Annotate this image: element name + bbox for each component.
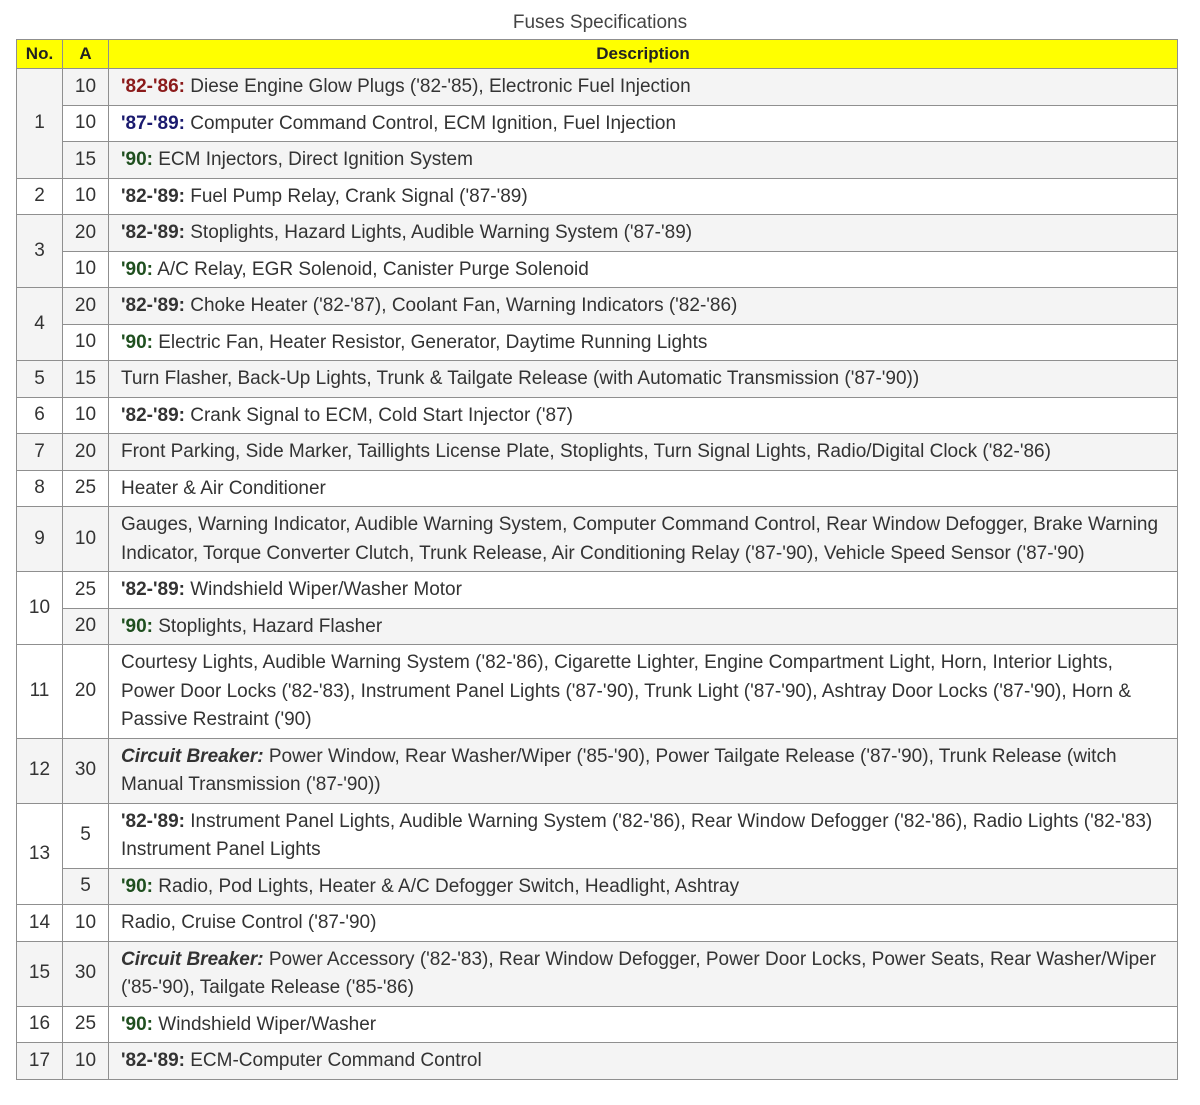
amperage-cell: 15 xyxy=(63,361,109,398)
table-row xyxy=(17,251,1178,288)
description-cell xyxy=(109,288,1178,325)
amperage-cell: 30 xyxy=(63,738,109,803)
description-cell xyxy=(109,105,1178,142)
fuse-number-cell: 2 xyxy=(17,178,63,215)
fuse-number-cell: 4 xyxy=(17,288,63,361)
model-year-label: '90: xyxy=(121,615,153,637)
description-cell xyxy=(109,470,1178,507)
description-cell xyxy=(109,1043,1178,1080)
description-text: Fuel Pump Relay, Crank Signal ('87-'89) xyxy=(184,185,528,207)
model-year-label: '90: xyxy=(121,331,153,353)
description-text: Heater & Air Conditioner xyxy=(121,477,326,499)
amperage-cell: 20 xyxy=(63,434,109,471)
description-text: Gauges, Warning Indicator, Audible Warning System, Computer Command Control, Rear Window Defogger, Brake Warning Indicator, Torque Converter Clutch, Trunk Release, Air Conditioning Relay ('87-'90), Vehicle Speed Sensor ('87-'90) xyxy=(121,514,1164,564)
amperage-cell: 25 xyxy=(63,470,109,507)
table-row xyxy=(17,572,1178,609)
description-cell xyxy=(109,572,1178,609)
header-row xyxy=(17,40,1178,69)
table-row xyxy=(17,608,1178,645)
amperage-cell: 20 xyxy=(63,288,109,325)
fuse-number-cell: 3 xyxy=(17,215,63,288)
amperage-cell: 20 xyxy=(63,215,109,252)
description-text: Crank Signal to ECM, Cold Start Injector ('87) xyxy=(184,404,573,426)
description-text: Choke Heater ('82-'87), Coolant Fan, Warning Indicators ('82-'86) xyxy=(184,295,738,316)
description-cell xyxy=(109,434,1178,471)
model-year-label: '82-'86: xyxy=(121,76,185,97)
amperage-cell: 5 xyxy=(63,803,109,868)
table-row xyxy=(17,1006,1178,1043)
description-cell xyxy=(109,215,1178,252)
description-text: Stoplights, Hazard Lights, Audible Warning System ('87-'89) xyxy=(184,222,693,243)
column-header-no: No. xyxy=(17,40,63,69)
model-year-label: '87-'89: xyxy=(121,112,185,134)
fuse-number-cell: 13 xyxy=(17,803,63,905)
fuse-number-cell: 17 xyxy=(17,1043,63,1080)
description-cell xyxy=(109,251,1178,288)
description-cell xyxy=(109,905,1178,942)
description-text: Front Parking, Side Marker, Taillights License Plate, Stoplights, Turn Signal Lights, Radio/Digital Clock ('82-'86) xyxy=(121,441,1051,462)
description-text: A/C Relay, EGR Solenoid, Canister Purge Solenoid xyxy=(152,258,589,280)
table-row xyxy=(17,507,1178,572)
table-row xyxy=(17,69,1178,106)
description-cell xyxy=(109,178,1178,215)
fuse-number-cell: 9 xyxy=(17,507,63,572)
table-row xyxy=(17,397,1178,434)
model-year-label: '90: xyxy=(121,1013,153,1035)
model-year-label: '82-'89: xyxy=(121,185,185,207)
table-row xyxy=(17,738,1178,803)
amperage-cell: 10 xyxy=(63,251,109,288)
description-cell xyxy=(109,324,1178,361)
fuse-number-cell: 15 xyxy=(17,941,63,1006)
description-text: Stoplights, Hazard Flasher xyxy=(152,615,383,637)
description-text: Courtesy Lights, Audible Warning System ('82-'86), Cigarette Lighter, Engine Compartment Light, Horn, Interior Lights, Power Door Locks ('82-'83), Instrument Panel Lights ('87-'90), Trunk Light ('87-'90), Ashtray Door Locks ('87-'90), Horn & Passive Restraint ('90) xyxy=(121,652,1137,730)
model-year-label: '90: xyxy=(121,875,153,897)
description-cell xyxy=(109,868,1178,905)
description-text: Radio, Pod Lights, Heater & A/C Defogger Switch, Headlight, Ashtray xyxy=(152,875,740,897)
description-cell xyxy=(109,738,1178,803)
fuse-number-cell: 16 xyxy=(17,1006,63,1043)
description-cell xyxy=(109,507,1178,572)
amperage-cell: 30 xyxy=(63,941,109,1006)
description-text: Computer Command Control, ECM Ignition, Fuel Injection xyxy=(184,112,677,134)
amperage-cell: 20 xyxy=(63,608,109,645)
description-text: Windshield Wiper/Washer Motor xyxy=(184,579,462,600)
fuse-number-cell: 6 xyxy=(17,397,63,434)
fuse-specifications-table xyxy=(16,39,1178,1080)
fuse-number-cell: 8 xyxy=(17,470,63,507)
fuse-number-cell: 11 xyxy=(17,645,63,739)
amperage-cell: 10 xyxy=(63,397,109,434)
column-header-amperage: A xyxy=(63,40,109,69)
table-row xyxy=(17,470,1178,507)
amperage-cell: 10 xyxy=(63,69,109,106)
table-caption: Fuses Specifications xyxy=(512,12,688,33)
description-text: Diese Engine Glow Plugs ('82-'85), Electronic Fuel Injection xyxy=(184,76,691,97)
description-cell xyxy=(109,645,1178,739)
description-text: Radio, Cruise Control ('87-'90) xyxy=(121,912,377,933)
description-text: ECM Injectors, Direct Ignition System xyxy=(152,149,473,170)
table-row xyxy=(17,324,1178,361)
description-text: Electric Fan, Heater Resistor, Generator, Daytime Running Lights xyxy=(152,331,708,353)
description-cell xyxy=(109,397,1178,434)
amperage-cell: 10 xyxy=(63,324,109,361)
amperage-cell: 10 xyxy=(63,507,109,572)
model-year-label: '90: xyxy=(121,258,153,280)
description-cell xyxy=(109,941,1178,1006)
model-year-label: '82-'89: xyxy=(121,579,185,600)
fuse-table-body xyxy=(17,69,1178,1080)
amperage-cell: 10 xyxy=(63,105,109,142)
fuse-number-cell: 10 xyxy=(17,572,63,645)
model-year-label: '82-'89: xyxy=(121,222,185,243)
table-row xyxy=(17,142,1178,179)
description-cell xyxy=(109,803,1178,868)
table-row xyxy=(17,178,1178,215)
amperage-cell: 20 xyxy=(63,645,109,739)
table-row xyxy=(17,645,1178,739)
column-header-description: Description xyxy=(109,40,1178,69)
fuse-number-cell: 7 xyxy=(17,434,63,471)
fuse-number-cell: 1 xyxy=(17,69,63,179)
fuse-number-cell: 5 xyxy=(17,361,63,398)
table-row xyxy=(17,434,1178,471)
table-row xyxy=(17,361,1178,398)
table-row xyxy=(17,868,1178,905)
circuit-breaker-label: Circuit Breaker: xyxy=(121,948,264,970)
description-text: Power Window, Rear Washer/Wiper ('85-'90), Power Tailgate Release ('87-'90), Trunk Release (witch Manual Transmission ('87-'90)) xyxy=(121,745,1122,795)
model-year-label: '82-'89: xyxy=(121,810,185,832)
amperage-cell: 5 xyxy=(63,868,109,905)
table-row xyxy=(17,215,1178,252)
fuse-number-cell: 14 xyxy=(17,905,63,942)
description-text: ECM-Computer Command Control xyxy=(184,1050,482,1071)
amperage-cell: 25 xyxy=(63,572,109,609)
description-text: Turn Flasher, Back-Up Lights, Trunk & Tailgate Release (with Automatic Transmission ('87-'90)) xyxy=(121,368,920,389)
table-row xyxy=(17,905,1178,942)
table-row xyxy=(17,288,1178,325)
model-year-label: '82-'89: xyxy=(121,295,185,316)
fuse-number-cell: 12 xyxy=(17,738,63,803)
table-row xyxy=(17,941,1178,1006)
table-row xyxy=(17,803,1178,868)
description-cell xyxy=(109,69,1178,106)
model-year-label: '82-'89: xyxy=(121,404,185,426)
model-year-label: '82-'89: xyxy=(121,1050,185,1071)
amperage-cell: 10 xyxy=(63,905,109,942)
description-text: Windshield Wiper/Washer xyxy=(152,1013,377,1035)
amperage-cell: 15 xyxy=(63,142,109,179)
description-text: Power Accessory ('82-'83), Rear Window Defogger, Power Door Locks, Power Seats, Rear Washer/Wiper ('85-'90), Tailgate Release ('85-'86) xyxy=(121,948,1162,998)
model-year-label: '90: xyxy=(121,149,153,170)
description-cell xyxy=(109,142,1178,179)
description-cell xyxy=(109,1006,1178,1043)
table-row xyxy=(17,1043,1178,1080)
description-cell xyxy=(109,361,1178,398)
table-row xyxy=(17,105,1178,142)
amperage-cell: 10 xyxy=(63,1043,109,1080)
description-text: Instrument Panel Lights, Audible Warning System ('82-'86), Rear Window Defogger ('82-'86), Radio Lights ('82-'83) Instrument Panel Lights xyxy=(121,810,1169,860)
amperage-cell: 10 xyxy=(63,178,109,215)
description-cell xyxy=(109,608,1178,645)
amperage-cell: 25 xyxy=(63,1006,109,1043)
circuit-breaker-label: Circuit Breaker: xyxy=(121,745,264,767)
